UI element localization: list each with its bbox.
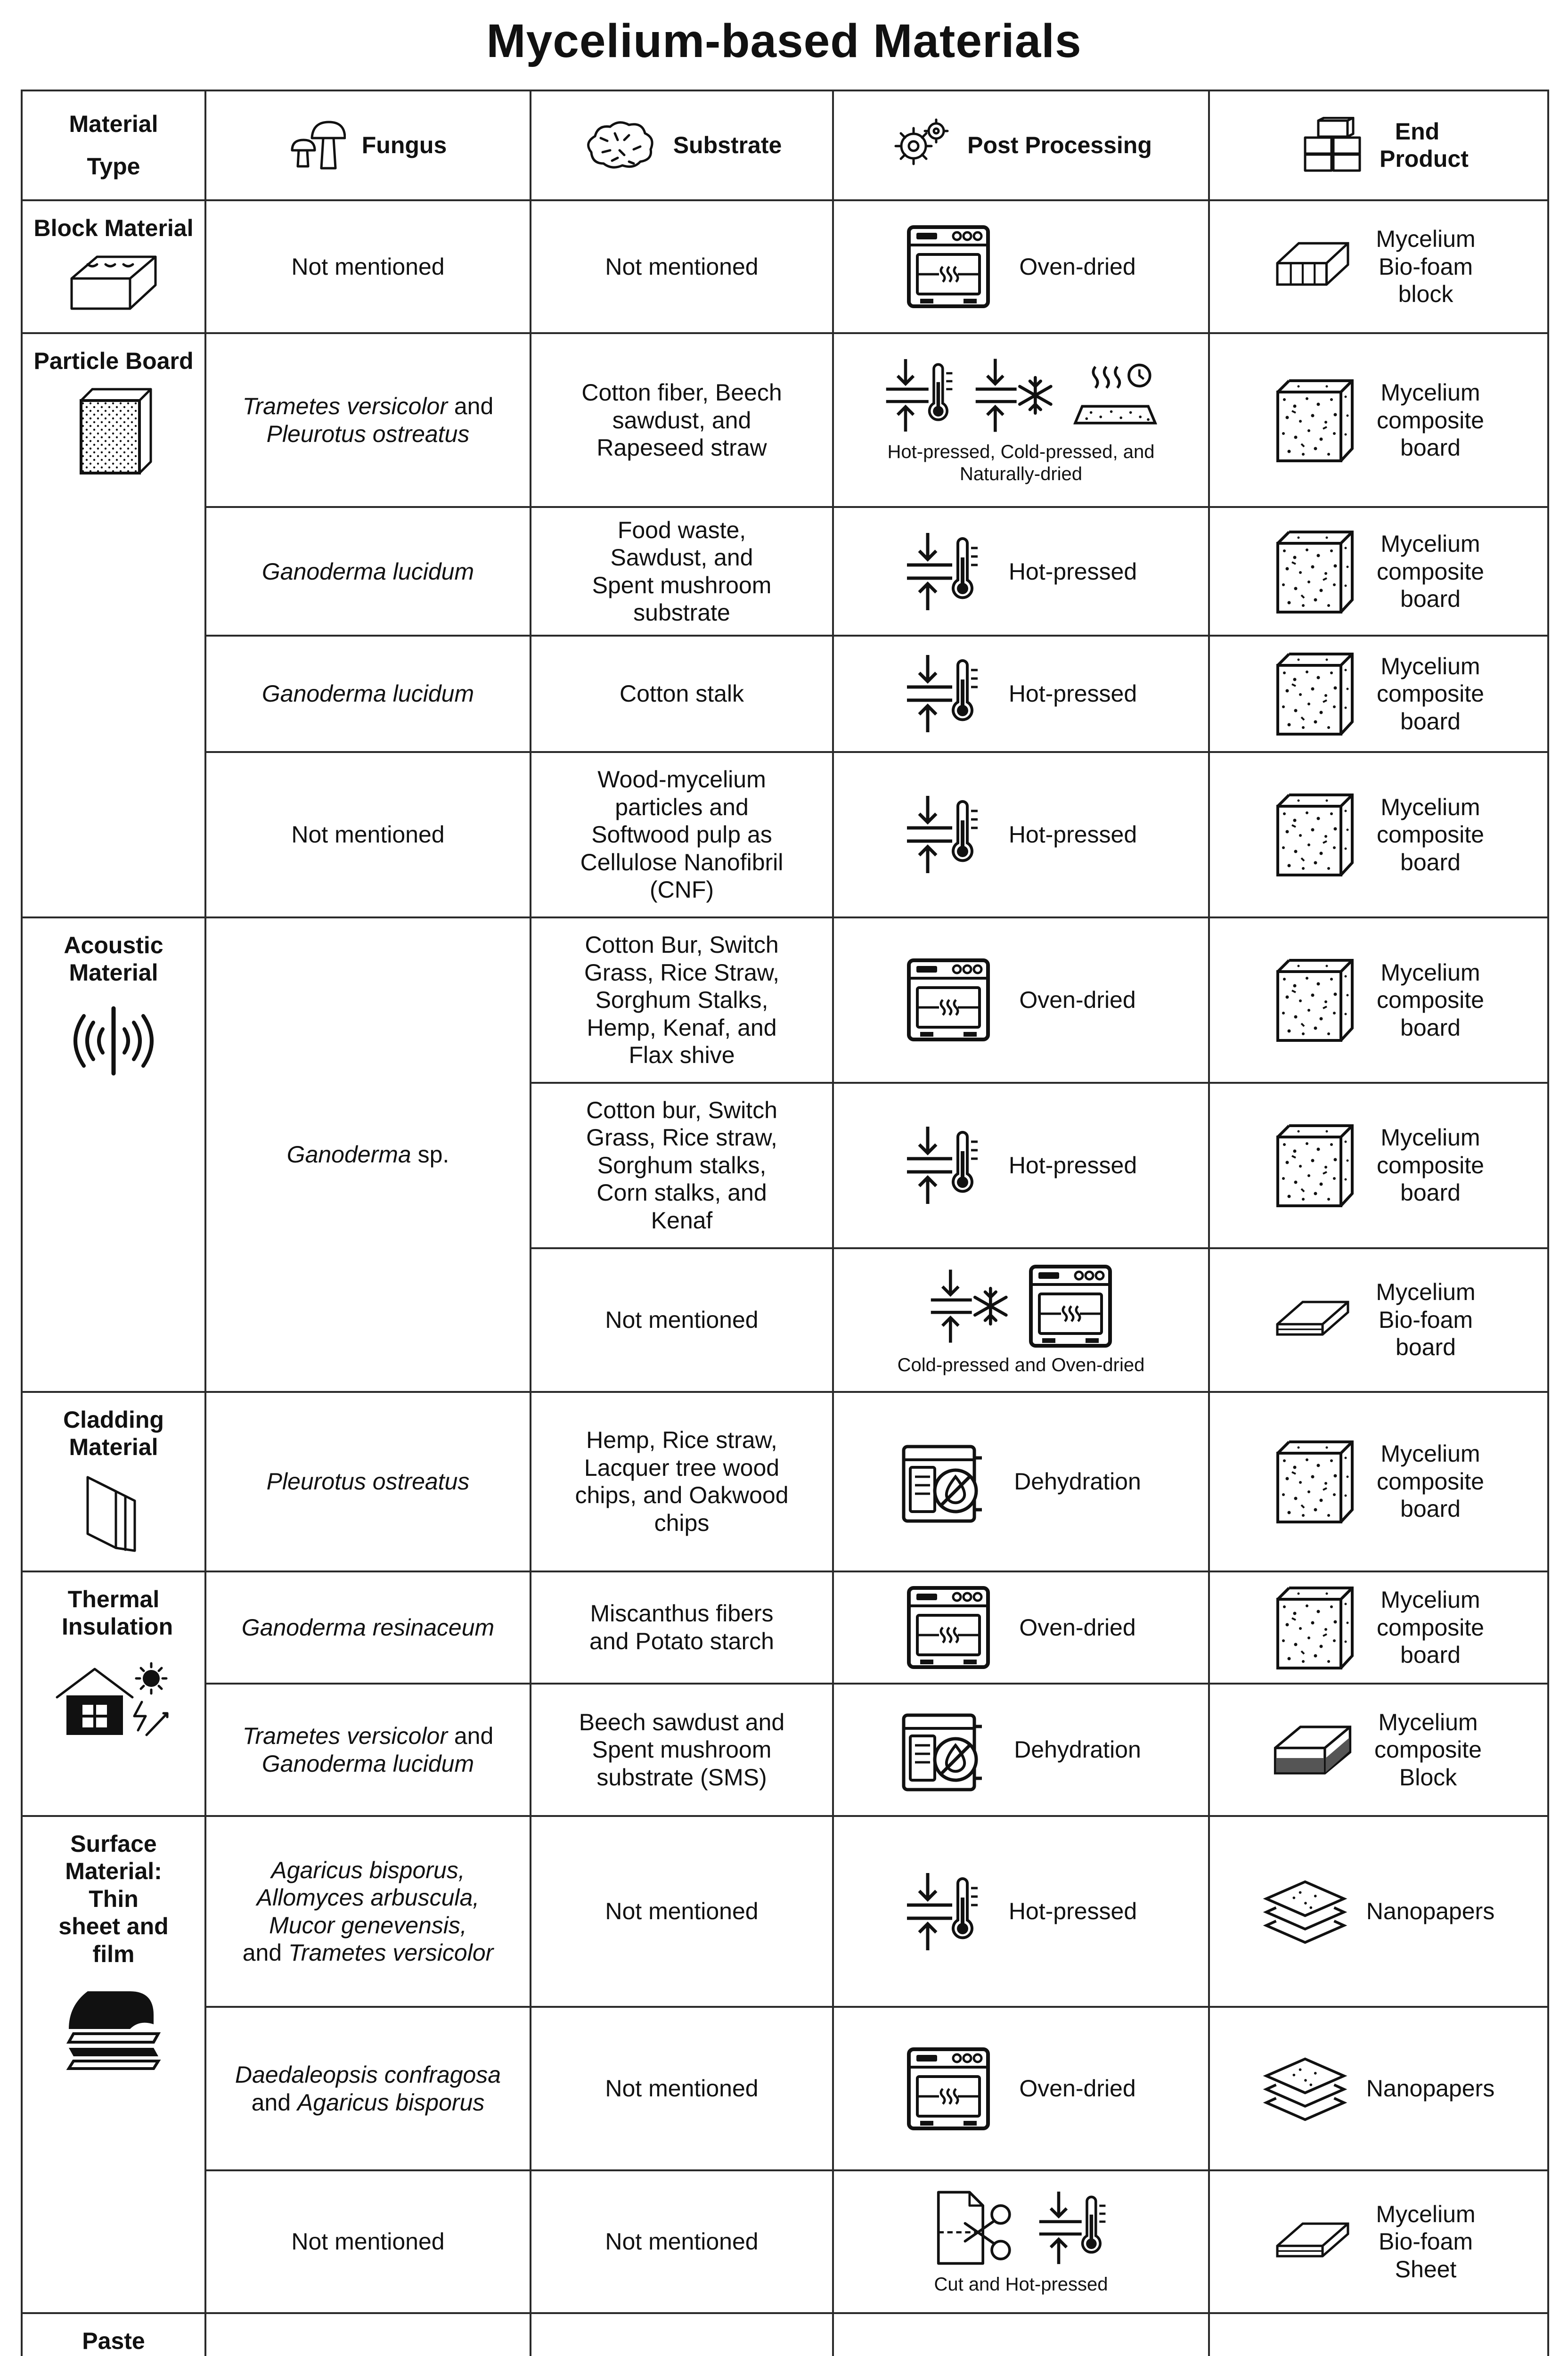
substrate-cell: Hemp, Rice straw, Lacquer tree wood chips, and Oakwood chips [531,1392,833,1571]
process-cell: Hot-pressed [833,752,1209,917]
composite-board-icon [1270,529,1355,614]
fungus-cell: Not mentioned [205,2170,531,2313]
process-cell: Hot-pressed [833,1816,1209,2007]
substrate-cell [531,2313,833,2356]
gears-icon [890,117,951,173]
substrate-cell: Not mentioned [531,1248,833,1392]
product-cell: Mycelium Bio-foam Sheet [1209,2170,1548,2313]
nanopapers-icon [1263,2055,1348,2122]
material-acoustic: Acoustic Material [22,917,205,1392]
oven-icon [906,224,991,309]
header-material-type: Material Type [22,90,205,200]
process-cell: Hot-pressed [833,507,1209,636]
foam-sheet-icon [1275,2218,1350,2265]
hot-press-icon [905,529,980,614]
composite-block-icon [1273,1723,1353,1777]
fungus-cell: Agaricus bisporus, Allomyces arbuscula, Mucor genevensis, and Trametes versicolor [205,1816,531,2007]
header-end-product: End Product [1209,90,1548,200]
substrate-cell: Cotton stalk [531,636,833,752]
fungus-cell: Trametes versicolor and Pleurotus ostreatus [205,333,531,507]
process-cell [833,2313,1209,2356]
process-cell: Hot-pressed [833,1083,1209,1248]
substrate-cell: Cotton Bur, Switch Grass, Rice Straw, Sorghum Stalks, Hemp, Kenaf, and Flax shive [531,917,833,1083]
product-cell: Mycelium composite board [1209,1392,1548,1571]
process-cell: Oven-dried [833,1571,1209,1684]
material-block: Block Material [22,200,205,334]
product-cell: Mycelium composite board [1209,752,1548,917]
fungus-cell: Ganoderma lucidum [205,636,531,752]
substrate-cell: Food waste, Sawdust, and Spent mushroom substrate [531,507,833,636]
hot-press-icon [1037,2188,1108,2268]
cold-press-icon [974,355,1054,435]
product-cell: Nanopapers [1209,1816,1548,2007]
cladding-panels-icon [83,1472,144,1553]
process-cell: Dehydration [833,1392,1209,1571]
substrate-cell: Cotton bur, Switch Grass, Rice straw, Sorghum stalks, Corn stalks, and Kenaf [531,1083,833,1248]
product-cell [1209,2313,1548,2356]
product-cell: Mycelium composite board [1209,333,1548,507]
material-particle-board: Particle Board [22,333,205,917]
process-cell: Cut and Hot-pressed [833,2170,1209,2313]
oven-icon [1028,1264,1113,1349]
header-substrate: Substrate [531,90,833,200]
process-cell: Cold-pressed and Oven-dried [833,1248,1209,1392]
composite-board-icon [1270,1123,1355,1208]
hot-press-icon [884,355,955,435]
thin-sheets-icon [59,1987,168,2071]
house-sun-icon [52,1660,175,1740]
process-cell: Oven-dried [833,200,1209,334]
product-cell: Mycelium Bio-foam block [1209,200,1548,334]
process-cell: Oven-dried [833,2007,1209,2170]
fungus-cell: Ganoderma resinaceum [205,1571,531,1684]
oven-icon [906,957,991,1042]
hot-press-icon [905,1123,980,1208]
material-surface: Surface Material: Thin sheet and film [22,1816,205,2313]
natural-dry-icon [1073,362,1158,428]
process-cell: Hot-pressed, Cold-pressed, and Naturally-dried [833,333,1209,507]
sound-waves-icon [69,1006,158,1076]
process-cell: Oven-dried [833,917,1209,1083]
brick-icon [69,252,158,313]
product-cell: Mycelium composite board [1209,917,1548,1083]
process-cell: Hot-pressed [833,636,1209,752]
substrate-cell: Miscanthus fibers and Potato starch [531,1571,833,1684]
fungus-cell: Trametes versicolor and Ganoderma lucidum [205,1684,531,1816]
composite-board-icon [1270,1585,1355,1670]
composite-board-icon [1270,651,1355,736]
header-fungus: Fungus [205,90,531,200]
mushroom-icon [289,119,346,171]
substrate-cell: Not mentioned [531,2170,833,2313]
page-title: Mycelium-based Materials [486,15,1082,67]
product-cell: Mycelium composite board [1209,636,1548,752]
product-cell: Mycelium composite board [1209,1571,1548,1684]
cold-press-icon [929,1266,1009,1346]
product-cell: Mycelium composite board [1209,507,1548,636]
hot-press-icon [905,651,980,736]
material-paste: Paste [22,2313,205,2356]
hot-press-icon [905,792,980,877]
process-cell: Dehydration [833,1684,1209,1816]
product-cell: Mycelium composite Block [1209,1684,1548,1816]
header-post-processing: Post Processing [833,90,1209,200]
fungus-cell [205,2313,531,2356]
fungus-cell: Ganoderma sp. [205,917,531,1392]
cut-icon [934,2188,1019,2268]
substrate-cell: Not mentioned [531,200,833,334]
particle-board-icon [74,386,154,476]
material-thermal: Thermal Insulation [22,1571,205,1816]
foam-block-icon [1275,241,1350,293]
substrate-cell: Not mentioned [531,2007,833,2170]
dehydration-icon [901,1708,986,1792]
substrate-icon [582,119,657,171]
material-cladding: Cladding Material [22,1392,205,1571]
substrate-cell: Beech sawdust and Spent mushroom substrate (SMS) [531,1684,833,1816]
foam-board-icon [1275,1296,1350,1343]
composite-board-icon [1270,1439,1355,1524]
stacked-blocks-icon [1302,117,1364,173]
product-cell: Mycelium composite board [1209,1083,1548,1248]
fungus-cell: Daedaleopsis confragosa and Agaricus bisporus [205,2007,531,2170]
oven-icon [906,1585,991,1670]
composite-board-icon [1270,957,1355,1042]
product-cell: Mycelium Bio-foam board [1209,1248,1548,1392]
substrate-cell: Not mentioned [531,1816,833,2007]
composite-board-icon [1270,378,1355,463]
hot-press-icon [905,1869,980,1954]
fungus-cell: Pleurotus ostreatus [205,1392,531,1571]
substrate-cell: Cotton fiber, Beech sawdust, and Rapeseed straw [531,333,833,507]
dehydration-icon [901,1439,986,1524]
composite-board-icon [1270,792,1355,877]
materials-table [21,90,1547,2356]
nanopapers-icon [1263,1878,1348,1945]
fungus-cell: Ganoderma lucidum [205,507,531,636]
product-cell: Nanopapers [1209,2007,1548,2170]
fungus-cell: Not mentioned [205,752,531,917]
oven-icon [906,2046,991,2131]
fungus-cell: Not mentioned [205,200,531,334]
substrate-cell: Wood-mycelium particles and Softwood pulp as Cellulose Nanofibril (CNF) [531,752,833,917]
